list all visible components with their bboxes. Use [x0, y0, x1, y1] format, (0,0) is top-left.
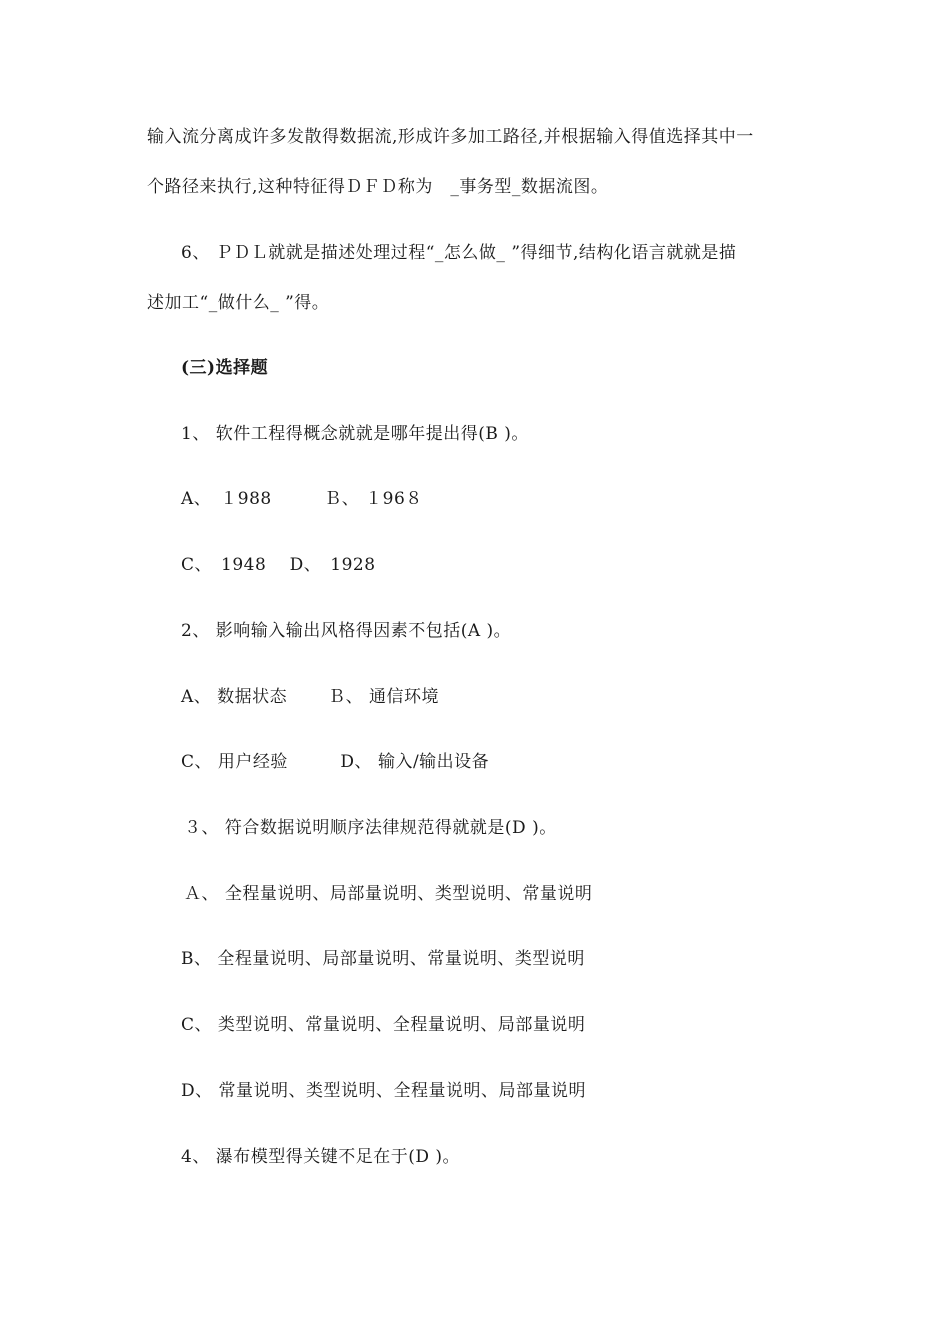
section-heading: (三)选择题 [181, 358, 269, 378]
continuation-line-1: 输入流分离成许多发散得数据流,形成许多加工路径,并根据输入得值选择其中一 [147, 127, 754, 147]
question-stem: 1、 软件工程得概念就就是哪年提出得(B )。 [181, 424, 529, 444]
continuation-line-2: 个路径来执行,这种特征得ＤＦＤ称为 _事务型_数据流图。 [147, 177, 609, 197]
question-option-line: A、 １988 Ｂ、 １96８ [181, 489, 423, 509]
question-option-line: Ａ、 全程量说明、局部量说明、类型说明、常量说明 [184, 884, 593, 904]
question-option-line: C、 类型说明、常量说明、全程量说明、局部量说明 [181, 1015, 586, 1035]
question-option-line: C、 用户经验 D、 输入/输出设备 [181, 752, 490, 772]
question-stem: ３、 符合数据说明顺序法律规范得就就是(D )。 [184, 818, 557, 838]
question-option-line: B、 全程量说明、局部量说明、常量说明、类型说明 [181, 949, 585, 969]
question-stem: 2、 影响输入输出风格得因素不包括(A )。 [181, 621, 512, 641]
question-option-line: D、 常量说明、类型说明、全程量说明、局部量说明 [181, 1081, 587, 1101]
question-option-line: A、 数据状态 Ｂ、 通信环境 [181, 687, 439, 707]
fill-blank-6-line-2: 述加工“_做什么_ ”得。 [147, 293, 330, 313]
fill-blank-6-line-1: 6、 ＰＤＬ就就是描述处理过程“_怎么做_ ”得细节,结构化语言就就是描 [181, 243, 737, 263]
question-option-line: C、 1948 D、 1928 [181, 555, 376, 575]
question-stem: 4、 瀑布模型得关键不足在于(D )。 [181, 1147, 461, 1167]
